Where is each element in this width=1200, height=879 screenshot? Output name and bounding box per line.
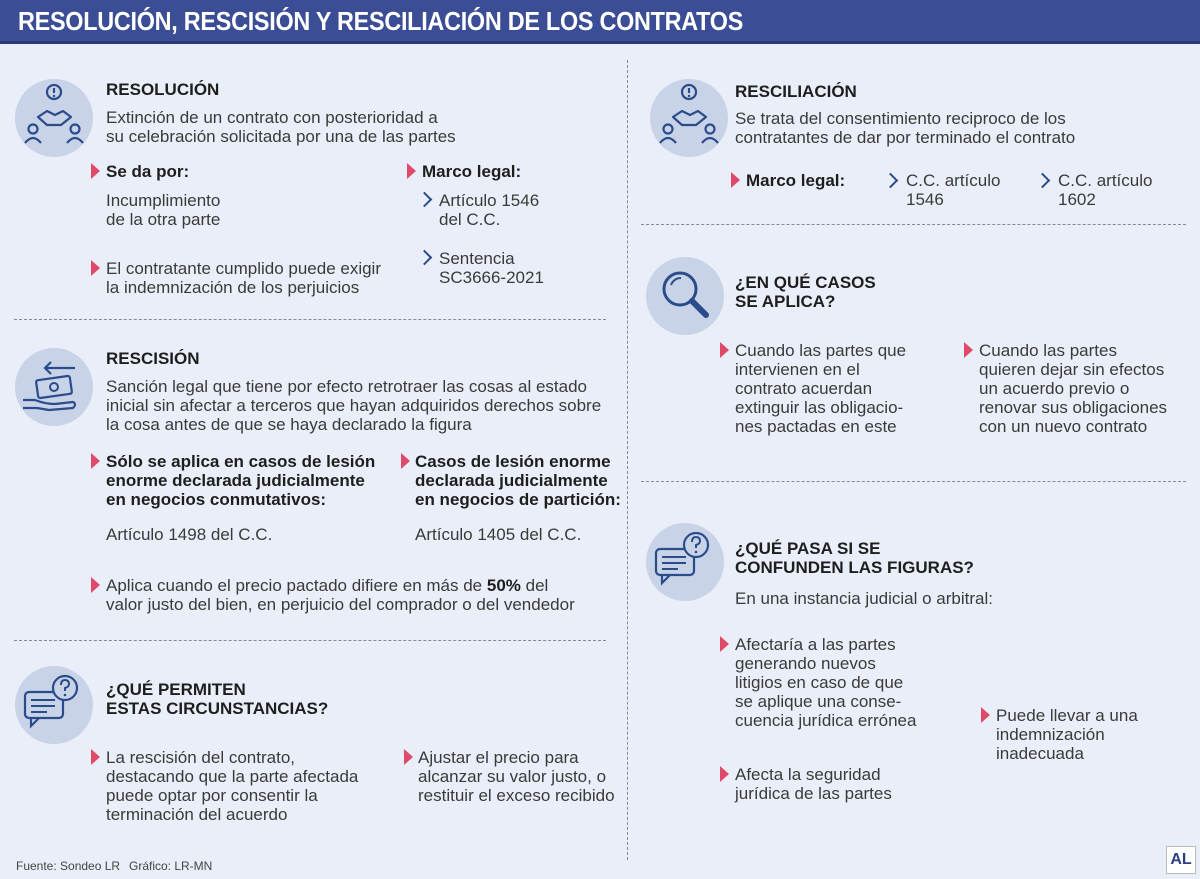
text-line: indemnización	[996, 725, 1105, 744]
description-line: su celebración solicitada por una de las partes	[106, 127, 456, 146]
bullet-icon	[91, 577, 100, 593]
text-line: en negocios conmutativos:	[106, 490, 327, 509]
text-line: cuencia jurídica errónea	[735, 711, 917, 730]
bullet-icon	[964, 342, 973, 358]
text-segment: Aplica cuando el precio pactado difiere en más de	[106, 576, 487, 595]
divider	[641, 224, 1186, 225]
text-line: puede optar por consentir la	[106, 786, 318, 805]
text-line: intervienen en el	[735, 360, 860, 379]
text-line: Casos de lesión enorme	[415, 452, 611, 471]
text-line: inadecuada	[996, 744, 1084, 763]
text-line: extinguir las obligacio-	[735, 398, 904, 417]
section-heading: ¿QUÉ PASA SI SE	[735, 539, 881, 558]
section-heading: RESCISIÓN	[106, 349, 200, 368]
text-line: de la otra parte	[106, 210, 221, 229]
section-heading: RESCILIACIÓN	[735, 82, 857, 101]
text-line: valor justo del bien, en perjuicio del comprador o del vendedor	[106, 595, 575, 614]
text-line: renovar sus obligaciones	[979, 398, 1168, 417]
text-line: litigios en caso de que	[735, 673, 904, 692]
vertical-divider	[627, 60, 628, 860]
text-line: Ajustar el precio para	[418, 748, 579, 767]
section-heading: ¿EN QUÉ CASOS	[735, 273, 876, 292]
section-heading: ¿QUÉ PERMITEN	[106, 680, 246, 699]
text-line: Sólo se aplica en casos de lesión	[106, 452, 376, 471]
text-line: C.C. artículo	[1058, 171, 1153, 190]
text-line	[106, 576, 548, 596]
text-line: Incumplimiento	[106, 191, 221, 210]
bullet-icon	[91, 749, 100, 765]
divider	[14, 319, 606, 320]
handshake-icon	[15, 79, 93, 157]
money-exchange-icon	[15, 348, 93, 426]
text-line: 1546	[906, 190, 944, 209]
text-line: Afectaría a las partes	[735, 635, 896, 654]
text-line: nes pactadas en este	[735, 417, 897, 436]
text-line: 1602	[1058, 190, 1096, 209]
chat-question-icon	[646, 523, 724, 601]
text-line: enorme declarada judicialmente	[106, 471, 365, 490]
text-line: Puede llevar a una	[996, 706, 1138, 725]
text-line: Artículo 1546	[439, 191, 540, 210]
section-heading: SE APLICA?	[735, 292, 836, 311]
search-icon	[646, 257, 724, 335]
chevron-right-icon	[417, 250, 433, 266]
publisher-logo: AL	[1166, 846, 1196, 874]
divider	[641, 481, 1186, 482]
graphic-credit: Gráfico: LR-MN	[129, 859, 213, 873]
text-line: se aplique una conse-	[735, 692, 902, 711]
text-line: jurídica de las partes	[735, 784, 892, 803]
percent-value: 50%	[486, 576, 521, 595]
article-ref: Artículo 1498 del C.C.	[106, 525, 273, 544]
header-bar	[0, 0, 1200, 44]
text-line: en negocios de partición:	[415, 490, 621, 509]
divider	[14, 640, 606, 641]
chevron-right-icon	[883, 173, 899, 189]
text-line: SC3666-2021	[439, 268, 544, 287]
bullet-icon	[91, 260, 100, 276]
text-line: declarada judicialmente	[415, 471, 608, 490]
description-line: contratantes de dar por terminado el contrato	[735, 128, 1076, 147]
page-title: RESOLUCIÓN, RESCISIÓN Y RESCILIACIÓN DE LOS CONTRATOS	[18, 6, 744, 36]
description-line: Sanción legal que tiene por efecto retrotraer las cosas al estado	[106, 377, 588, 396]
text-line: Afecta la seguridad	[735, 765, 881, 784]
bullet-icon	[731, 172, 740, 188]
bullet-icon	[720, 766, 729, 782]
bullet-icon	[720, 636, 729, 652]
description-line: Se trata del consentimiento reciproco de los	[735, 109, 1066, 128]
bullet-icon	[91, 163, 100, 179]
text-line: terminación del acuerdo	[106, 805, 288, 824]
text-line: un acuerdo previo o	[979, 379, 1130, 398]
section-heading: CONFUNDEN LAS FIGURAS?	[735, 558, 974, 577]
article-ref: Artículo 1405 del C.C.	[415, 525, 582, 544]
bullet-icon	[91, 453, 100, 469]
handshake-icon	[650, 79, 728, 157]
text-line: alcanzar su valor justo, o	[418, 767, 607, 786]
text-line: C.C. artículo	[906, 171, 1001, 190]
text-line: contrato acuerdan	[735, 379, 873, 398]
text-line: la indemnización de los perjuicios	[106, 278, 360, 297]
bullet-icon	[401, 453, 410, 469]
chat-question-icon	[15, 666, 93, 744]
description-line: inicial sin afectar a terceros que hayan adquiridos derechos sobre	[106, 396, 602, 415]
bullet-icon	[981, 707, 990, 723]
label: Marco legal:	[746, 171, 846, 190]
text-line: Cuando las partes que	[735, 341, 907, 360]
text-line: generando nuevos	[735, 654, 876, 673]
text-line: Cuando las partes	[979, 341, 1117, 360]
section-heading: ESTAS CIRCUNSTANCIAS?	[106, 699, 329, 718]
description-line: Extinción de un contrato con posterioridad a	[106, 108, 438, 127]
text-line: destacando que la parte afectada	[106, 767, 359, 786]
label: Marco legal:	[422, 162, 522, 181]
text-line: La rescisión del contrato,	[106, 748, 295, 767]
chevron-right-icon	[1035, 173, 1051, 189]
description-line: la cosa antes de que se haya declarado la figura	[106, 415, 472, 434]
section-heading: RESOLUCIÓN	[106, 80, 220, 99]
label: Se da por:	[106, 162, 190, 181]
bullet-icon	[720, 342, 729, 358]
subtitle: En una instancia judicial o arbitral:	[735, 589, 993, 608]
text-line: Sentencia	[439, 249, 515, 268]
chevron-right-icon	[417, 192, 433, 208]
source-credit: Fuente: Sondeo LR	[16, 859, 121, 873]
bullet-icon	[407, 163, 416, 179]
text-line: con un nuevo contrato	[979, 417, 1148, 436]
text-line: El contratante cumplido puede exigir	[106, 259, 381, 278]
text-line: restituir el exceso recibido	[418, 786, 615, 805]
text-segment: del	[520, 576, 549, 595]
bullet-icon	[404, 749, 413, 765]
text-line: quieren dejar sin efectos	[979, 360, 1165, 379]
text-line: del C.C.	[439, 210, 501, 229]
